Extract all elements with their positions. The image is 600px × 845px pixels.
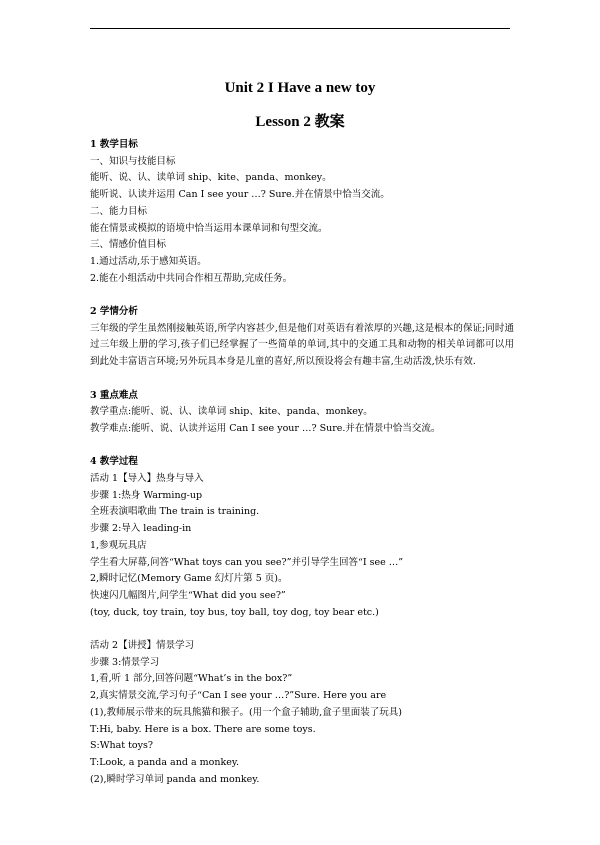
text-line: T:Look, a panda and a monkey.	[90, 756, 239, 768]
paragraph: 三年级的学生虽然刚接触英语,所学内容甚少,但是他们对英语有着浓厚的兴趣,这是根本的保证;同时通过三年级上册的学习,孩子们已经掌握了一些简单的单词,其中的交通工具和动物的相关单词都可以用到此处丰富语言环境;另外玩具本身是儿童的喜好,所以预设将会有趣丰富,生动活泼,快乐有效.	[90, 322, 514, 368]
header-rule	[90, 28, 510, 29]
text-line: 2,真实情景交流,学习句子“Can I see your …?”Sure. Here you are	[90, 690, 387, 702]
text-line: (2),瞬时学习单词 panda and monkey.	[90, 773, 260, 785]
text-line: 二、能力目标	[90, 205, 148, 217]
document-title: Unit 2 I Have a new toy	[224, 80, 376, 96]
text-line: 1,参观玩具店	[90, 539, 147, 551]
text-line: S:What toys?	[90, 740, 153, 752]
text-line: 教学难点:能听、说、认读并运用 Can I see your …? Sure.并在情景中恰当交流。	[90, 422, 441, 434]
text-line: 能听说、认读并运用 Can I see your …? Sure.并在情景中恰当交流。	[90, 189, 390, 201]
text-line: 能在情景或模拟的语境中恰当运用本课单词和句型交流。	[90, 222, 328, 234]
document-subtitle: Lesson 2 教案	[255, 114, 345, 130]
text-line: 步骤 3:情景学习	[90, 656, 160, 668]
text-line: (1),教师展示带来的玩具熊猫和猴子。(用一个盒子辅助,盒子里面装了玩具)	[90, 706, 402, 718]
text-line: 学生看大屏幕,问答“What toys can you see?”并引导学生回答“I see …”	[90, 556, 404, 568]
text-line: 1.通过活动,乐于感知英语。	[90, 255, 207, 267]
text-line: 2,瞬时记忆(Memory Game 幻灯片第 5 页)。	[90, 573, 288, 585]
section-heading: 2 学情分析	[90, 306, 138, 318]
text-line: 2.能在小组活动中共同合作相互帮助,完成任务。	[90, 272, 293, 284]
text-line: 能听、说、认、读单词 ship、kite、panda、monkey。	[90, 172, 332, 184]
text-line: 活动 1【导入】热身与导入	[90, 473, 204, 485]
text-line: 步骤 1:热身 Warming-up	[90, 489, 203, 501]
text-line: 一、知识与技能目标	[90, 155, 176, 167]
section-heading: 1 教学目标	[90, 139, 138, 150]
document-body	[90, 137, 514, 788]
text-line: 全班表演唱歌曲 The train is training.	[90, 506, 260, 518]
text-line: 快速闪几幅图片,问学生“What did you see?”	[90, 589, 286, 601]
section-heading: 4 教学过程	[90, 456, 138, 468]
text-line: 活动 2【讲授】情景学习	[90, 640, 195, 652]
text-line: 步骤 2:导入 leading-in	[90, 523, 192, 535]
section-heading: 3 重点难点	[90, 389, 138, 401]
text-line: 1,看,听 1 部分,回答问题“What’s in the box?”	[90, 673, 293, 685]
text-line: 教学重点:能听、说、认、读单词 ship、kite、panda、monkey。	[90, 406, 373, 418]
text-line: 三、情感价值目标	[90, 239, 167, 251]
text-line: T:Hi, baby. Here is a box. There are some toys.	[90, 723, 316, 735]
text-line: (toy, duck, toy train, toy bus, toy ball, toy dog, toy bear etc.)	[90, 606, 379, 618]
